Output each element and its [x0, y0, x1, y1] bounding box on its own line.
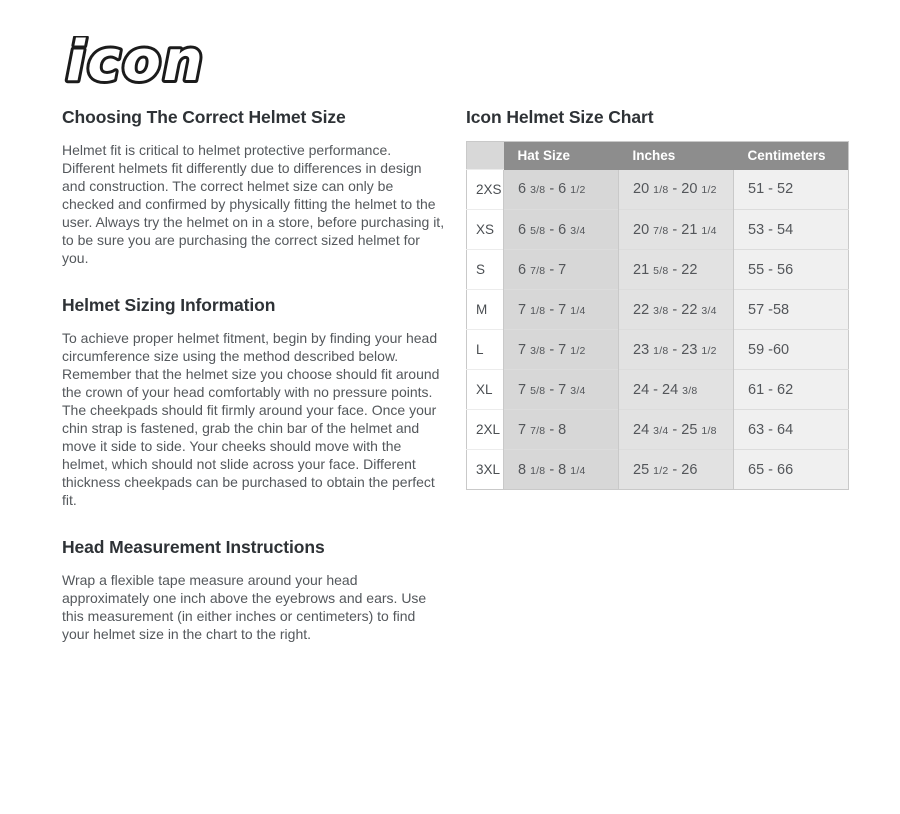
- inches-cell: 25 1/2 - 26: [619, 450, 734, 490]
- section-sizing-information: [62, 294, 445, 509]
- table-row: [467, 170, 849, 210]
- section-heading: Head Measurement Instructions: [62, 537, 325, 557]
- centimeters-cell: 51 - 52: [734, 170, 849, 210]
- section-choosing-size: [62, 106, 445, 267]
- column-header-inches: Inches: [619, 142, 734, 170]
- header-row: [467, 142, 849, 170]
- table-row: [467, 210, 849, 250]
- icon-logo-text: icon: [66, 36, 205, 86]
- size-label-cell: XS: [467, 210, 504, 250]
- size-chart-title: Icon Helmet Size Chart: [466, 107, 654, 127]
- inches-cell: 21 5/8 - 22: [619, 250, 734, 290]
- size-label-cell: 2XL: [467, 410, 504, 450]
- content-columns: [0, 96, 900, 670]
- size-chart-column: [466, 106, 847, 670]
- size-chart-table: [466, 141, 849, 490]
- size-chart-header: [467, 142, 849, 170]
- inches-cell: 22 3/8 - 22 3/4: [619, 290, 734, 330]
- page-header: [0, 0, 900, 96]
- table-row: [467, 370, 849, 410]
- icon-logo[interactable]: [64, 36, 236, 86]
- centimeters-cell: 53 - 54: [734, 210, 849, 250]
- hat_size-cell: 6 3/8 - 6 1/2: [504, 170, 619, 210]
- centimeters-cell: 63 - 64: [734, 410, 849, 450]
- inches-cell: 24 - 24 3/8: [619, 370, 734, 410]
- size-label-cell: 3XL: [467, 450, 504, 490]
- table-row: [467, 410, 849, 450]
- column-header-centimeters: Centimeters: [734, 142, 849, 170]
- corner-cell: [467, 142, 504, 170]
- inches-cell: 20 7/8 - 21 1/4: [619, 210, 734, 250]
- size-label-cell: S: [467, 250, 504, 290]
- size-label-cell: XL: [467, 370, 504, 410]
- section-body: To achieve proper helmet fitment, begin by finding your head circumference size using the method described below. Remember that the helmet size you choose should fit around the crown of your head comfortably with no pressure points. The cheekpads should fit firmly around your face. Once your chin strap is fastened, grab the chin bar of the helmet and move it side to side. Your cheeks should move with the helmet, which should not slide across your face. Different thickness cheekpads can be purchased to obtain the perfect fit.: [62, 330, 440, 508]
- centimeters-cell: 57 -58: [734, 290, 849, 330]
- info-column: [62, 106, 445, 670]
- hat_size-cell: 7 3/8 - 7 1/2: [504, 330, 619, 370]
- table-row: [467, 450, 849, 490]
- section-heading: Choosing The Correct Helmet Size: [62, 107, 346, 127]
- hat_size-cell: 6 7/8 - 7: [504, 250, 619, 290]
- hat_size-cell: 7 1/8 - 7 1/4: [504, 290, 619, 330]
- hat_size-cell: 7 7/8 - 8: [504, 410, 619, 450]
- hat_size-cell: 8 1/8 - 8 1/4: [504, 450, 619, 490]
- section-body: Wrap a flexible tape measure around your head approximately one inch above the eyebrows and ears. Use this measurement (in either inches or centimeters) to find your helmet size in the chart to the right.: [62, 572, 427, 642]
- icon-logo-graphic: [64, 36, 236, 86]
- centimeters-cell: 59 -60: [734, 330, 849, 370]
- centimeters-cell: 61 - 62: [734, 370, 849, 410]
- section-heading: Helmet Sizing Information: [62, 295, 276, 315]
- hat_size-cell: 7 5/8 - 7 3/4: [504, 370, 619, 410]
- size-label-cell: 2XS: [467, 170, 504, 210]
- hat_size-cell: 6 5/8 - 6 3/4: [504, 210, 619, 250]
- section-body: Helmet fit is critical to helmet protective performance. Different helmets fit differently due to differences in design and construction. The correct helmet size can only be checked and confirmed by physically fitting the helmet to the user. Always try the helmet on in a store, before purchasing it, to be sure you are purchasing the correct sized helmet for you.: [62, 142, 445, 266]
- size-label-cell: L: [467, 330, 504, 370]
- size-label-cell: M: [467, 290, 504, 330]
- inches-cell: 23 1/8 - 23 1/2: [619, 330, 734, 370]
- table-row: [467, 290, 849, 330]
- section-measurement-instructions: [62, 536, 445, 643]
- size-table-body: [467, 170, 849, 490]
- centimeters-cell: 55 - 56: [734, 250, 849, 290]
- table-row: [467, 330, 849, 370]
- column-header-hat-size: Hat Size: [504, 142, 619, 170]
- centimeters-cell: 65 - 66: [734, 450, 849, 490]
- inches-cell: 24 3/4 - 25 1/8: [619, 410, 734, 450]
- table-row: [467, 250, 849, 290]
- inches-cell: 20 1/8 - 20 1/2: [619, 170, 734, 210]
